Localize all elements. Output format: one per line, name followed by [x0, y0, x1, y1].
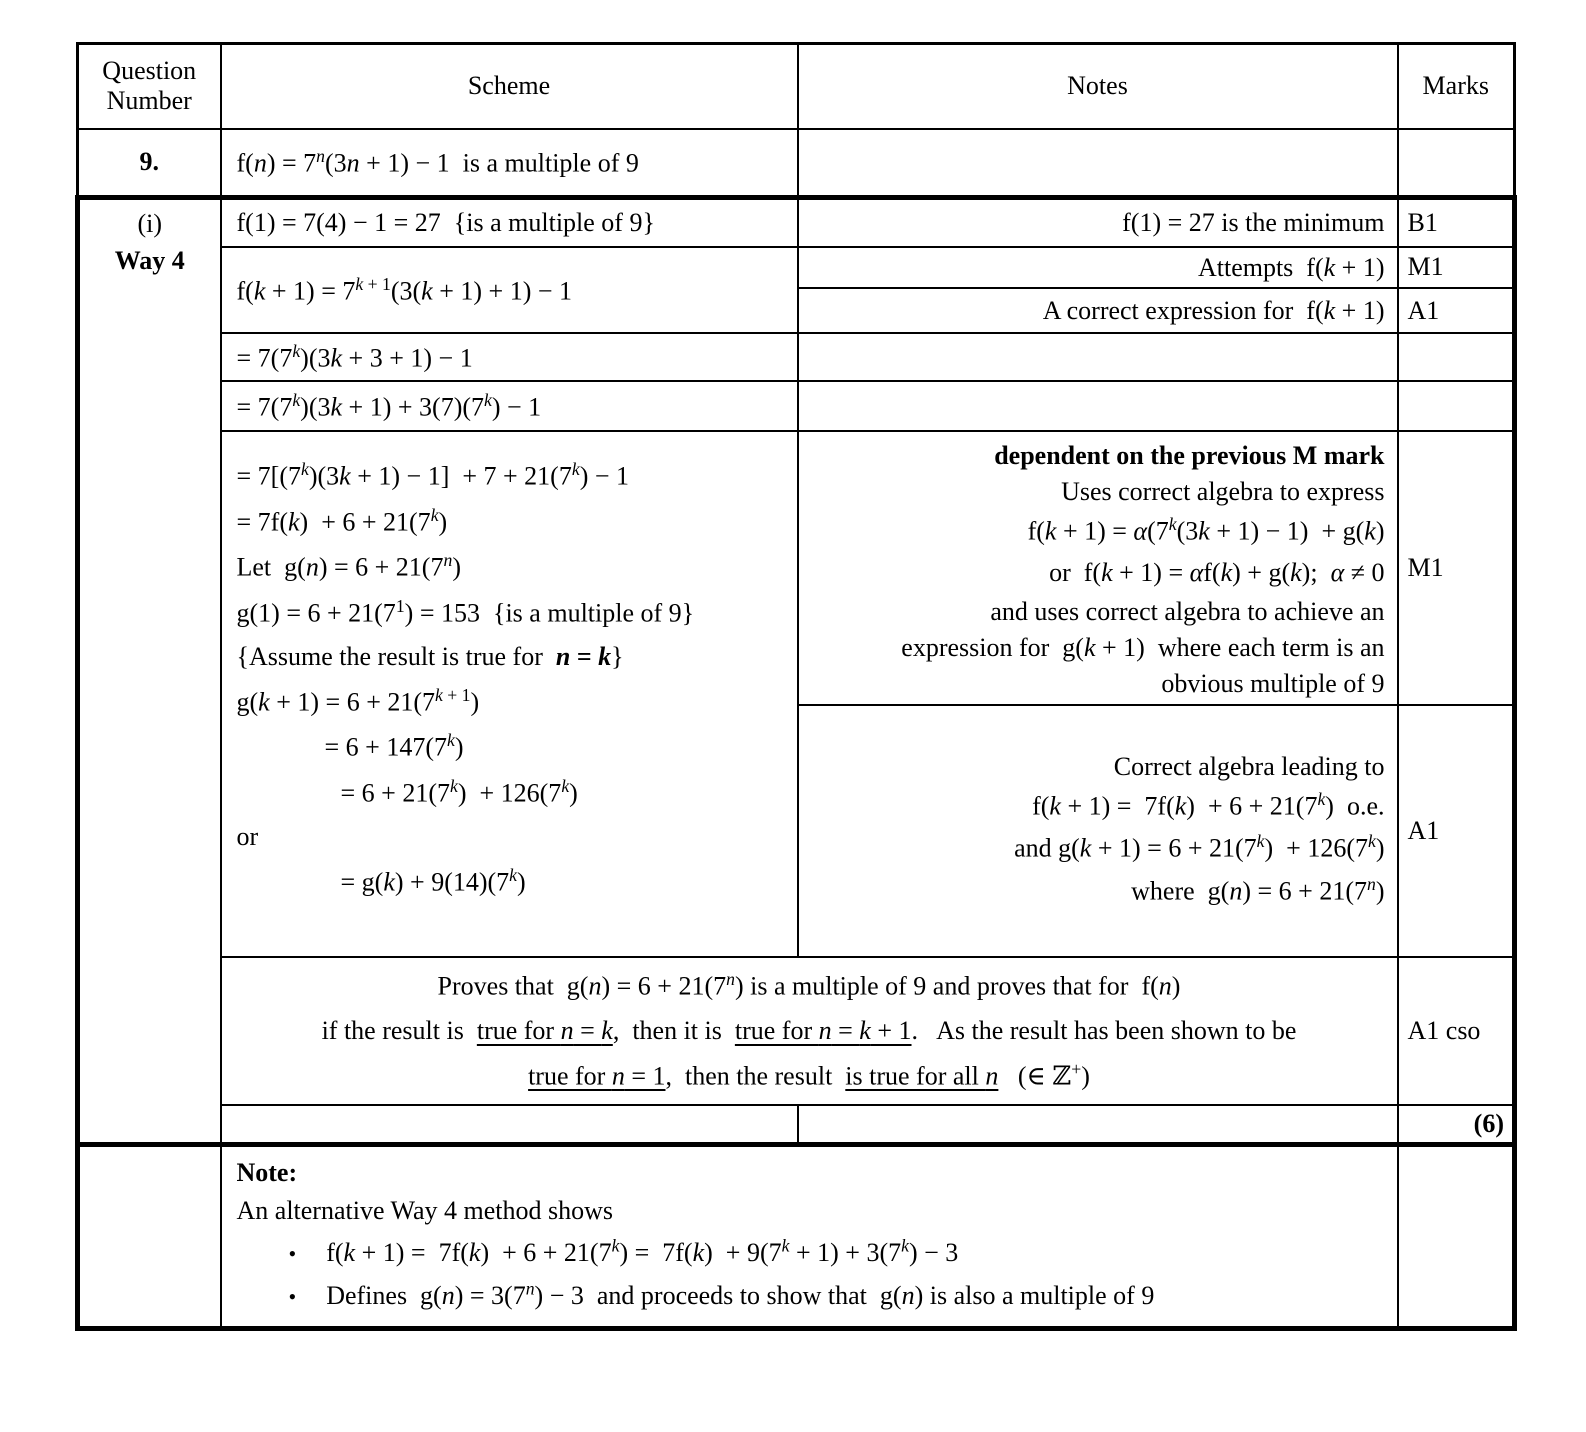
- note-attempts-fk1: Attempts f(k + 1): [798, 247, 1398, 289]
- scheme-line: $g(k + 1) = 6 + 21(7^{k + 1})$: [236, 684, 480, 717]
- total-marks: (6): [1398, 1105, 1515, 1145]
- proof-statement: [221, 957, 1398, 1105]
- bullet-icon: •: [288, 1284, 297, 1310]
- mark-a1: A1: [1398, 288, 1515, 333]
- note-m1-block: [798, 431, 1398, 704]
- mark-b1: B1: [1398, 198, 1515, 247]
- scheme-expand1: = $7(7^k)(3k + 3 + 1) - 1$: [221, 333, 798, 381]
- note-bullet: [237, 1235, 1382, 1271]
- part-label: (i): [137, 209, 163, 238]
- note-section-row: [78, 1145, 1515, 1329]
- empty-cell: [798, 129, 1398, 198]
- block-row-m1: [78, 431, 1515, 704]
- note-line: or f(k + 1) = αf(k) + g(k); α ≠ 0: [1049, 558, 1385, 588]
- note-b1: f(1) = 27 is the minimum: [798, 198, 1398, 247]
- note-bullet-text: $f(k + 1) = 7f(k) + 6 + 21(7^k) = 7f(k) + 9(7^k + 1) + 3(7^k) - 3$: [326, 1235, 959, 1268]
- proof-line: true for n = 1, then the result is true for all n (∈ ℤ+): [528, 1058, 1090, 1091]
- header-question-number: Question Number: [78, 44, 221, 129]
- note-line: Correct algebra leading to: [1113, 752, 1385, 782]
- note-line: and uses correct algebra to achieve an: [990, 596, 1385, 626]
- note-correct-expression: A correct expression for f(k + 1): [798, 288, 1398, 333]
- empty-cell: [221, 1105, 798, 1145]
- b1-row: [78, 198, 1515, 247]
- expand1-row: [78, 333, 1515, 381]
- empty-cell: [1398, 129, 1515, 198]
- expand2-row: [78, 381, 1515, 431]
- scheme-line: = $6 + 21(7^k) + 126(7^k)$: [340, 775, 578, 808]
- empty-cell: [798, 333, 1398, 381]
- empty-cell: [798, 381, 1398, 431]
- mark-scheme-table: [75, 42, 1517, 1331]
- note-line: dependent on the previous M mark: [994, 441, 1385, 471]
- scheme-line: $g(1) = 6 + 21(7^1) = 153$ {is a multiple of 9}: [236, 595, 695, 628]
- bullet-icon: •: [288, 1241, 297, 1267]
- empty-cell: [1398, 333, 1515, 381]
- scheme-line: or: [236, 822, 259, 852]
- note-line: and $g(k + 1) = 6 + 21(7^k) + 126(7^k)$: [1014, 831, 1385, 864]
- question-statement: $f(n) = 7^n(3n + 1) - 1$ is a multiple of 9: [221, 129, 798, 198]
- note-line: where $g(n) = 6 + 21(7^n)$: [1131, 873, 1385, 906]
- header-scheme: Scheme: [221, 44, 798, 129]
- scheme-line: = $g(k) + 9(14)(7^k)$: [340, 865, 526, 897]
- part-cell: [78, 198, 221, 1145]
- fk1-row-m1: [78, 247, 1515, 289]
- scheme-working-block: [221, 431, 798, 956]
- note-line: $f(k + 1) = 7f(k) + 6 + 21(7^k)$ o.e.: [1032, 789, 1385, 821]
- note-line: obvious multiple of 9: [1161, 668, 1385, 698]
- note-intro: An alternative Way 4 method shows: [236, 1195, 614, 1225]
- scheme-line: {Assume the result is true for n = k}: [236, 642, 624, 672]
- question-number: 9.: [78, 129, 221, 198]
- header-notes: Notes: [798, 44, 1398, 129]
- way-label: Way 4: [114, 246, 185, 275]
- proof-row: [78, 957, 1515, 1105]
- scheme-line: = $7[(7^k)(3k + 1) - 1] + 7 + 21(7^k) - 1$: [236, 459, 630, 492]
- note-a1-block: [798, 705, 1398, 957]
- empty-cell: [1398, 381, 1515, 431]
- proof-line: Proves that $g(n) = 6 + 21(7^n)$ is a multiple of 9 and proves that for f(n): [437, 968, 1181, 1001]
- header-marks: Marks: [1398, 44, 1515, 129]
- note-section: [221, 1145, 1398, 1329]
- scheme-b1: f(1) = 7(4) − 1 = 27 {is a multiple of 9}: [221, 198, 798, 247]
- mark-a1-cso: A1 cso: [1398, 957, 1515, 1105]
- scheme-line: = $6 + 147(7^k)$: [324, 730, 464, 763]
- scheme-line: = $7f(k) + 6 + 21(7^k)$: [236, 504, 448, 537]
- note-bullet-text: Defines $g(n) = 3(7^n) - 3$ and proceeds to show that g(n) is also a multiple of 9: [326, 1278, 1155, 1311]
- mark-a1-block: A1: [1398, 705, 1515, 957]
- note-line: $f(k + 1) = \alpha(7^k(3k + 1) - 1) + g(k)$: [1027, 514, 1385, 546]
- scheme-fk1: $f(k + 1) = 7^{k + 1}(3(k + 1) + 1) - 1$: [221, 247, 798, 334]
- note-title: Note:: [236, 1158, 298, 1188]
- note-line: Uses correct algebra to express: [1061, 477, 1385, 507]
- mark-m1-block: M1: [1398, 431, 1515, 704]
- mark-m1: M1: [1398, 247, 1515, 289]
- proof-line: if the result is true for n = k, then it is true for n = k + 1. As the result has been shown to be: [321, 1015, 1297, 1045]
- total-row: [78, 1105, 1515, 1145]
- empty-cell: [1398, 1145, 1515, 1329]
- empty-cell: [798, 1105, 1398, 1145]
- note-line: expression for g(k + 1) where each term is an: [901, 632, 1385, 662]
- table-header-row: [78, 44, 1515, 129]
- note-bullet: [237, 1277, 1382, 1313]
- question-row: [78, 129, 1515, 198]
- empty-cell: [78, 1145, 221, 1329]
- scheme-line: Let $g(n) = 6 + 21(7^n)$: [236, 550, 461, 582]
- scheme-expand2: = $7(7^k)(3k + 1) + 3(7)(7^k) - 1$: [221, 381, 798, 431]
